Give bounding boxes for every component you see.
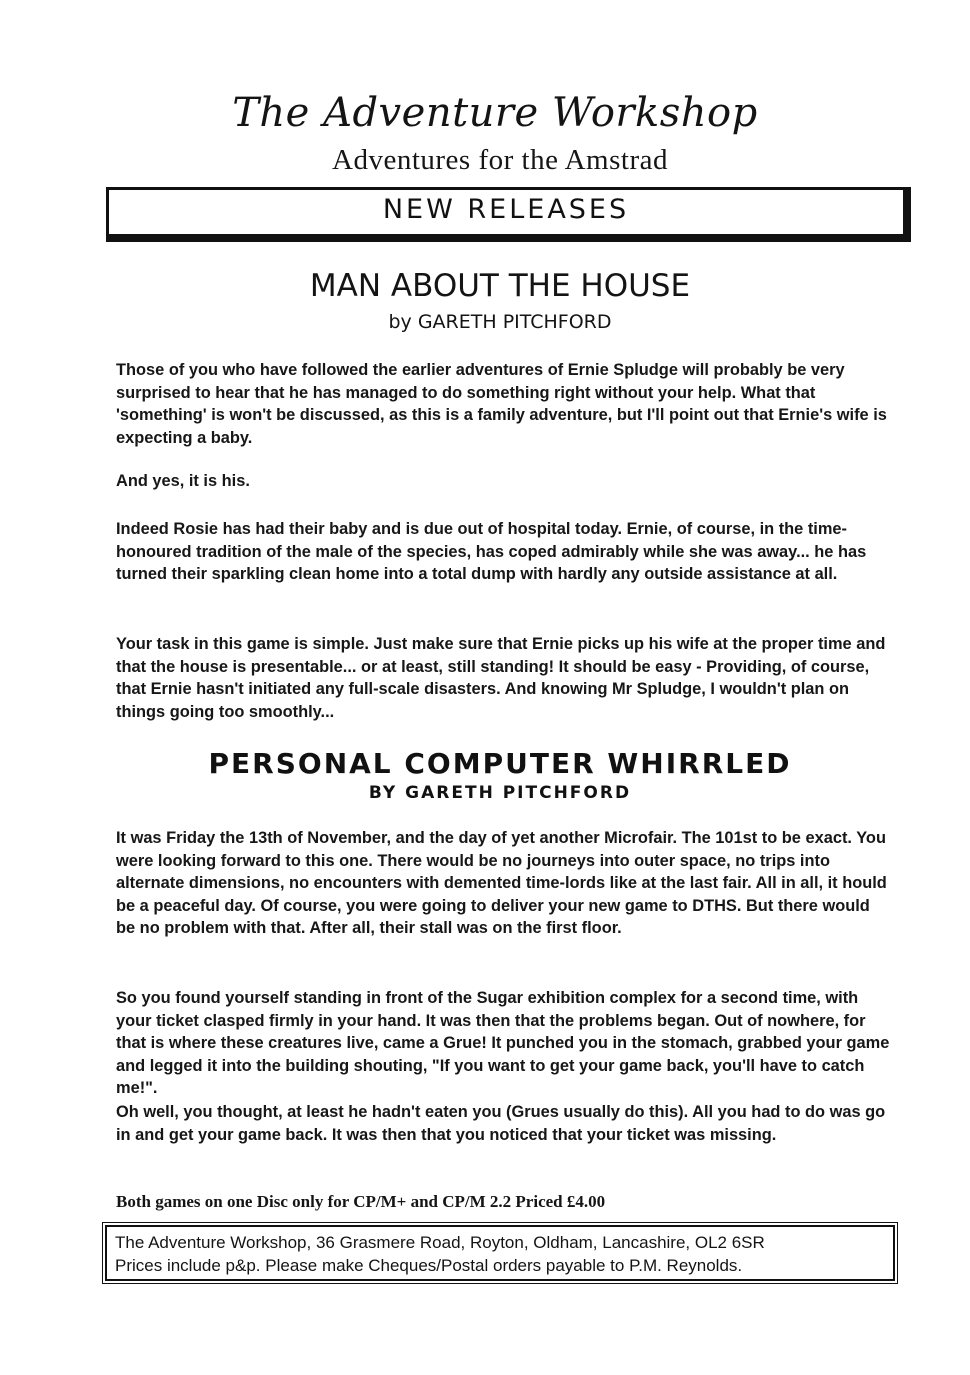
game-description-paragraph: And yes, it is his.	[116, 472, 250, 490]
game-description-paragraph: So you found yourself standing in front of the Sugar exhibition complex for a second time, with your ticket clasped firmly in your hand. It was then that the problems began. Out of nowhere, for that is where these creatures live, came a Grue! It punched you in the stomach, grabbed your game and legged it into the building shouting, "If you want to get your game back, you'll have to catch me!".	[116, 989, 890, 1097]
banner-label: NEW RELEASES	[382, 194, 630, 225]
masthead-subtitle: Adventures for the Amstrad	[332, 144, 668, 176]
game-author: by GARETH PITCHFORD	[388, 311, 612, 333]
address-line: The Adventure Workshop, 36 Grasmere Road, Royton, Oldham, Lancashire, OL2 6SR	[115, 1233, 765, 1252]
address-box	[105, 1225, 895, 1281]
game-description-paragraph: Your task in this game is simple. Just make sure that Ernie picks up his wife at the proper time and that the house is presentable... or at least, still standing! It should be easy - Providing, of course, that Ernie hasn't initiated any full-scale disasters. And knowing Mr Spludge, I wouldn't plan on things going too smoothly...	[116, 635, 886, 721]
game-title: PERSONAL COMPUTER WHIRRLED	[208, 747, 792, 780]
game-description-paragraph: It was Friday the 13th of November, and the day of yet another Microfair. The 101st to be exact. You were looking forward to this one. There would be no journeys into outer space, no trips into alternate dimensions, no encounters with demented time-lords like at the last fair. All in all, it hould be a peaceful day. Of course, you were going to deliver your new game to DTHS. But there would be no problem with that. After all, their stall was on the first floor.	[116, 829, 887, 937]
price-line: Both games on one Disc only for CP/M+ and CP/M 2.2 Priced £4.00	[116, 1192, 606, 1211]
game-description-paragraph: Indeed Rosie has had their baby and is due out of hospital today. Ernie, of course, in the time-honoured tradition of the male of the species, has coped admirably while she was away... he has turned their sparkling clean home into a total dump with hardly any outside assistance at all.	[116, 520, 867, 583]
game-description-paragraph: Those of you who have followed the earlier adventures of Ernie Spludge will probably be very surprised to hear that he has managed to do something right without your help. What that 'something' is won't be discussed, as this is a family adventure, but I'll point out that Ernie's wife is expecting a baby.	[116, 361, 887, 447]
game-author: BY GARETH PITCHFORD	[368, 783, 632, 803]
game-title: MAN ABOUT THE HOUSE	[309, 268, 691, 304]
game-description-paragraph: Oh well, you thought, at least he hadn't eaten you (Grues usually do this). All you had to do was go in and get your game back. It was then that you noticed that your ticket was missing.	[116, 1103, 886, 1144]
payment-note: Prices include p&p. Please make Cheques/Postal orders payable to P.M. Reynolds.	[115, 1256, 743, 1275]
masthead-title: The Adventure Workshop	[232, 90, 758, 136]
new-releases-banner	[106, 187, 911, 242]
